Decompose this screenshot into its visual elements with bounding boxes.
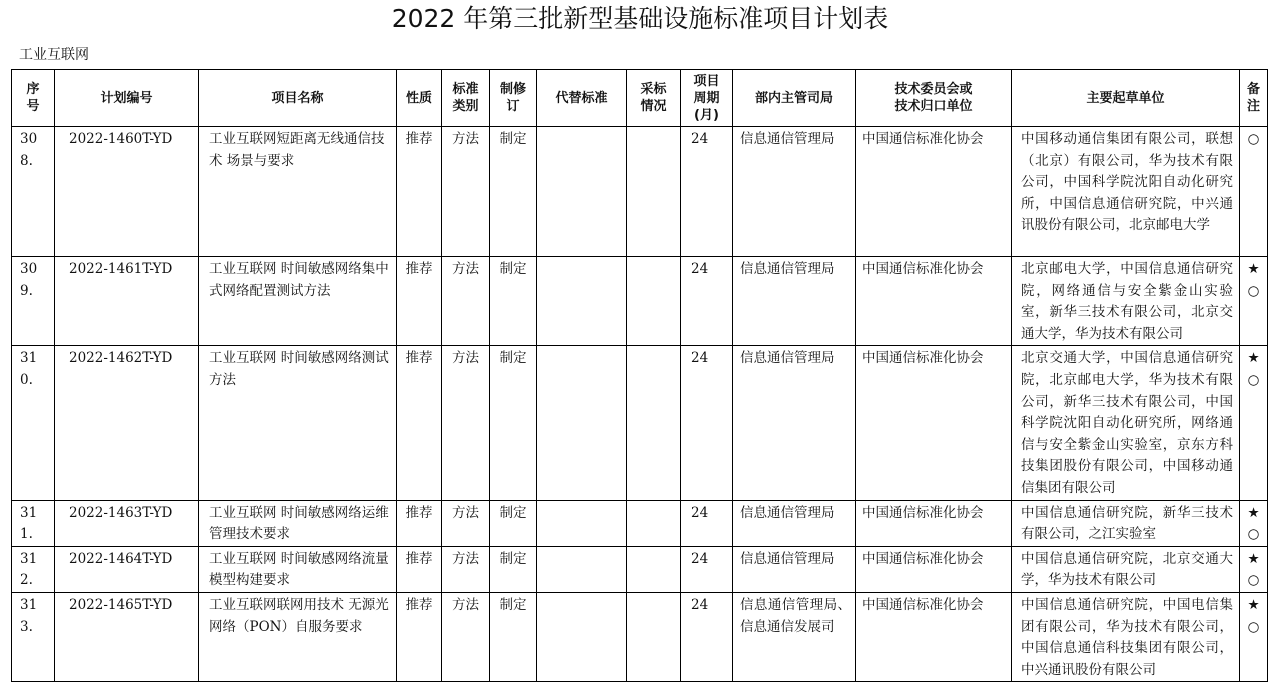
cell-replace	[537, 127, 627, 257]
cell-replace	[537, 500, 627, 546]
header-cycle: 项目 周期 (月)	[681, 70, 733, 127]
table-row	[12, 500, 1268, 546]
cell-dept: 信息通信管理局	[733, 346, 856, 500]
cell-units: 中国信息通信研究院，新华三技术有限公司，之江实验室	[1012, 500, 1240, 546]
cell-note: ★ ○	[1240, 546, 1268, 592]
cell-adoption	[627, 592, 681, 681]
cell-no: 311.	[12, 500, 55, 546]
cell-category: 方法	[442, 346, 490, 500]
cell-category: 方法	[442, 592, 490, 681]
page-title: 2022 年第三批新型基础设施标准项目计划表	[391, 4, 889, 33]
cell-note: ★ ○	[1240, 346, 1268, 500]
cell-committee: 中国通信标准化协会	[856, 257, 1012, 346]
cell-dept: 信息通信管理局	[733, 546, 856, 592]
cell-committee: 中国通信标准化协会	[856, 500, 1012, 546]
cell-units: 中国信息通信研究院，中国电信集团有限公司，华为技术有限公司，中国信息通信科技集团有限公司，中兴通讯股份有限公司	[1012, 592, 1240, 681]
cell-dept: 信息通信管理局	[733, 127, 856, 257]
cell-note: ○	[1240, 127, 1268, 257]
cell-revision: 制定	[490, 500, 537, 546]
header-row	[12, 70, 1268, 127]
cell-name: 工业互联网短距离无线通信技术 场景与要求	[199, 127, 397, 257]
cell-nature: 推荐	[397, 127, 442, 257]
standards-table	[11, 69, 1268, 682]
header-nature: 性质	[397, 70, 442, 127]
cell-note: ★ ○	[1240, 592, 1268, 681]
cell-no: 309.	[12, 257, 55, 346]
cell-note: ★ ○	[1240, 500, 1268, 546]
cell-plan: 2022-1462T-YD	[55, 346, 199, 500]
cell-replace	[537, 592, 627, 681]
cell-replace	[537, 257, 627, 346]
cell-category: 方法	[442, 127, 490, 257]
cell-category: 方法	[442, 546, 490, 592]
cell-revision: 制定	[490, 257, 537, 346]
cell-category: 方法	[442, 257, 490, 346]
table-row	[12, 127, 1268, 257]
cell-name: 工业互联网 时间敏感网络流量模型构建要求	[199, 546, 397, 592]
cell-note: ★ ○	[1240, 257, 1268, 346]
cell-cycle: 24	[681, 500, 733, 546]
section-label: 工业互联网	[19, 47, 89, 63]
cell-adoption	[627, 127, 681, 257]
cell-plan: 2022-1463T-YD	[55, 500, 199, 546]
table-row	[12, 592, 1268, 681]
header-no: 序 号	[12, 70, 55, 127]
cell-units: 中国信息通信研究院，北京交通大学，华为技术有限公司	[1012, 546, 1240, 592]
header-replace: 代替标准	[537, 70, 627, 127]
cell-dept: 信息通信管理局	[733, 257, 856, 346]
cell-plan: 2022-1461T-YD	[55, 257, 199, 346]
table-row	[12, 257, 1268, 346]
cell-committee: 中国通信标准化协会	[856, 546, 1012, 592]
cell-adoption	[627, 500, 681, 546]
cell-plan: 2022-1464T-YD	[55, 546, 199, 592]
cell-replace	[537, 546, 627, 592]
cell-no: 310.	[12, 346, 55, 500]
cell-committee: 中国通信标准化协会	[856, 592, 1012, 681]
header-committee: 技术委员会或 技术归口单位	[856, 70, 1012, 127]
cell-no: 308.	[12, 127, 55, 257]
cell-name: 工业互联网 时间敏感网络集中式网络配置测试方法	[199, 257, 397, 346]
cell-cycle: 24	[681, 127, 733, 257]
cell-no: 313.	[12, 592, 55, 681]
header-category: 标准 类别	[442, 70, 490, 127]
cell-units: 北京邮电大学，中国信息通信研究院，网络通信与安全紫金山实验室，新华三技术有限公司，北京交通大学，华为技术有限公司	[1012, 257, 1240, 346]
cell-adoption	[627, 257, 681, 346]
cell-plan: 2022-1465T-YD	[55, 592, 199, 681]
header-plan: 计划编号	[55, 70, 199, 127]
header-revision: 制修 订	[490, 70, 537, 127]
cell-nature: 推荐	[397, 346, 442, 500]
cell-revision: 制定	[490, 127, 537, 257]
cell-units: 北京交通大学，中国信息通信研究院，北京邮电大学，华为技术有限公司，新华三技术有限公司，中国科学院沈阳自动化研究所，网络通信与安全紫金山实验室，京东方科技集团股份有限公司，中国移动通信集团有限公司	[1012, 346, 1240, 500]
cell-no: 312.	[12, 546, 55, 592]
cell-plan: 2022-1460T-YD	[55, 127, 199, 257]
cell-dept: 信息通信管理局	[733, 500, 856, 546]
cell-committee: 中国通信标准化协会	[856, 127, 1012, 257]
cell-cycle: 24	[681, 546, 733, 592]
cell-revision: 制定	[490, 592, 537, 681]
cell-replace	[537, 346, 627, 500]
header-adoption: 采标 情况	[627, 70, 681, 127]
cell-cycle: 24	[681, 346, 733, 500]
header-units: 主要起草单位	[1012, 70, 1240, 127]
cell-nature: 推荐	[397, 592, 442, 681]
cell-nature: 推荐	[397, 546, 442, 592]
header-name: 项目名称	[199, 70, 397, 127]
cell-cycle: 24	[681, 592, 733, 681]
cell-nature: 推荐	[397, 500, 442, 546]
table-row	[12, 346, 1268, 500]
header-dept: 部内主管司局	[733, 70, 856, 127]
header-note: 备 注	[1240, 70, 1268, 127]
cell-cycle: 24	[681, 257, 733, 346]
cell-name: 工业互联网联网用技术 无源光网络（PON）自服务要求	[199, 592, 397, 681]
cell-dept: 信息通信管理局、信息通信发展司	[733, 592, 856, 681]
cell-committee: 中国通信标准化协会	[856, 346, 1012, 500]
cell-category: 方法	[442, 500, 490, 546]
cell-name: 工业互联网 时间敏感网络测试方法	[199, 346, 397, 500]
cell-nature: 推荐	[397, 257, 442, 346]
cell-adoption	[627, 346, 681, 500]
cell-revision: 制定	[490, 346, 537, 500]
table-row	[12, 546, 1268, 592]
cell-units: 中国移动通信集团有限公司，联想（北京）有限公司，华为技术有限公司，中国科学院沈阳自动化研究所，中国信息通信研究院，中兴通讯股份有限公司，北京邮电大学	[1012, 127, 1240, 257]
cell-name: 工业互联网 时间敏感网络运维管理技术要求	[199, 500, 397, 546]
cell-revision: 制定	[490, 546, 537, 592]
cell-adoption	[627, 546, 681, 592]
